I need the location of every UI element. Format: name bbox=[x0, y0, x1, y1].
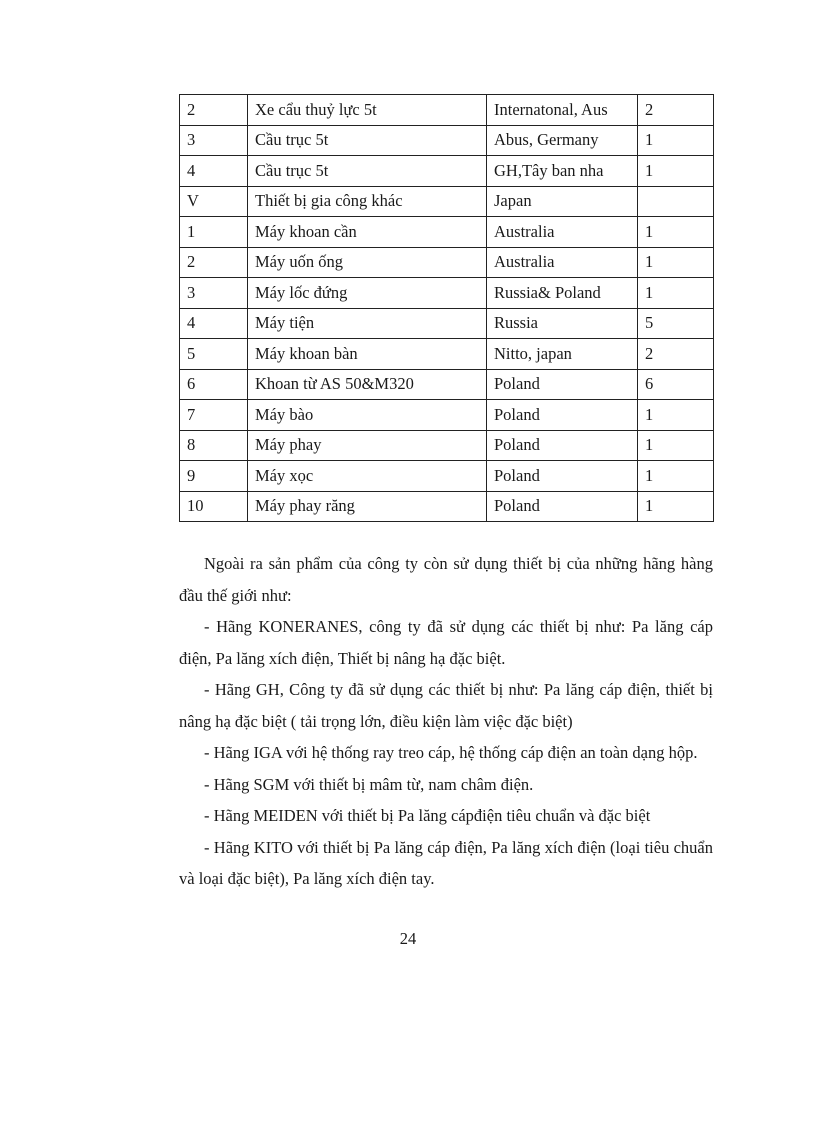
origin-cell: GH,Tây ban nha bbox=[487, 156, 638, 187]
equipment-name-cell: Máy tiện bbox=[248, 308, 487, 339]
row-number-cell: 8 bbox=[180, 430, 248, 461]
table-row bbox=[180, 247, 714, 278]
equipment-name-cell: Máy phay bbox=[248, 430, 487, 461]
row-number-cell: 6 bbox=[180, 369, 248, 400]
origin-cell: Poland bbox=[487, 369, 638, 400]
table-row bbox=[180, 217, 714, 248]
equipment-name-cell: Khoan từ AS 50&M320 bbox=[248, 369, 487, 400]
origin-cell: Russia bbox=[487, 308, 638, 339]
table-row bbox=[180, 125, 714, 156]
quantity-cell: 2 bbox=[638, 339, 714, 370]
equipment-name-cell: Máy xọc bbox=[248, 461, 487, 492]
equipment-name-cell: Máy bào bbox=[248, 400, 487, 431]
paragraph: - Hãng IGA với hệ thống ray treo cáp, hệ thống cáp điện an toàn dạng hộp. bbox=[204, 743, 698, 762]
equipment-name-cell: Máy khoan bàn bbox=[248, 339, 487, 370]
row-number-cell: 9 bbox=[180, 461, 248, 492]
quantity-cell: 1 bbox=[638, 491, 714, 522]
quantity-cell: 1 bbox=[638, 217, 714, 248]
origin-cell: Russia& Poland bbox=[487, 278, 638, 309]
row-number-cell: 4 bbox=[180, 308, 248, 339]
origin-cell: Australia bbox=[487, 217, 638, 248]
paragraph: - Hãng MEIDEN với thiết bị Pa lăng cápđiện tiêu chuẩn và đặc biệt bbox=[204, 806, 651, 825]
quantity-cell: 1 bbox=[638, 156, 714, 187]
quantity-cell: 1 bbox=[638, 430, 714, 461]
quantity-cell: 6 bbox=[638, 369, 714, 400]
paragraph: Ngoài ra sản phẩm của công ty còn sử dụng thiết bị của những hãng hàng đầu thế giới như: bbox=[179, 554, 713, 605]
row-number-cell: V bbox=[180, 186, 248, 217]
equipment-name-cell: Xe cẩu thuỷ lực 5t bbox=[248, 95, 487, 126]
body-text bbox=[179, 548, 713, 895]
equipment-table-body bbox=[180, 95, 714, 522]
quantity-cell: 1 bbox=[638, 461, 714, 492]
equipment-name-cell: Thiết bị gia công khác bbox=[248, 186, 487, 217]
row-number-cell: 2 bbox=[180, 95, 248, 126]
row-number-cell: 1 bbox=[180, 217, 248, 248]
row-number-cell: 4 bbox=[180, 156, 248, 187]
origin-cell: Australia bbox=[487, 247, 638, 278]
paragraph: - Hãng KONERANES, công ty đã sử dụng các thiết bị như: Pa lăng cáp điện, Pa lăng xích điện, Thiết bị nâng hạ đặc biệt. bbox=[179, 617, 713, 668]
origin-cell: Poland bbox=[487, 400, 638, 431]
table-row bbox=[180, 186, 714, 217]
equipment-name-cell: Máy uốn ống bbox=[248, 247, 487, 278]
equipment-name-cell: Máy phay răng bbox=[248, 491, 487, 522]
origin-cell: Nitto, japan bbox=[487, 339, 638, 370]
origin-cell: Poland bbox=[487, 491, 638, 522]
equipment-name-cell: Máy khoan cần bbox=[248, 217, 487, 248]
table-row bbox=[180, 461, 714, 492]
paragraph: - Hãng SGM với thiết bị mâm từ, nam châm điện. bbox=[204, 774, 534, 794]
table-row bbox=[180, 369, 714, 400]
row-number-cell: 10 bbox=[180, 491, 248, 522]
table-row bbox=[180, 339, 714, 370]
quantity-cell: 5 bbox=[638, 308, 714, 339]
table-row bbox=[180, 278, 714, 309]
equipment-name-cell: Cầu trục 5t bbox=[248, 156, 487, 187]
table-row bbox=[180, 308, 714, 339]
quantity-cell: 1 bbox=[638, 247, 714, 278]
quantity-cell: 1 bbox=[638, 278, 714, 309]
origin-cell: Abus, Germany bbox=[487, 125, 638, 156]
origin-cell: Poland bbox=[487, 461, 638, 492]
table-row bbox=[180, 156, 714, 187]
paragraph: - Hãng GH, Công ty đã sử dụng các thiết bị như: Pa lăng cáp điện, thiết bị nâng hạ đặc biệt ( tải trọng lớn, điều kiện làm việc đặc biệt) bbox=[179, 680, 713, 731]
quantity-cell: 2 bbox=[638, 95, 714, 126]
row-number-cell: 7 bbox=[180, 400, 248, 431]
origin-cell: Poland bbox=[487, 430, 638, 461]
table-row bbox=[180, 491, 714, 522]
equipment-name-cell: Máy lốc đứng bbox=[248, 278, 487, 309]
row-number-cell: 3 bbox=[180, 278, 248, 309]
paragraph: - Hãng KITO với thiết bị Pa lăng cáp điện, Pa lăng xích điện (loại tiêu chuẩn và loại đặc biệt), Pa lăng xích điện tay. bbox=[179, 837, 713, 888]
origin-cell: Internatonal, Aus bbox=[487, 95, 638, 126]
quantity-cell bbox=[638, 186, 714, 217]
origin-cell: Japan bbox=[487, 186, 638, 217]
row-number-cell: 3 bbox=[180, 125, 248, 156]
page-number: 24 bbox=[399, 929, 417, 948]
table-row bbox=[180, 95, 714, 126]
quantity-cell: 1 bbox=[638, 400, 714, 431]
table-row bbox=[180, 430, 714, 461]
table-row bbox=[180, 400, 714, 431]
row-number-cell: 2 bbox=[180, 247, 248, 278]
equipment-name-cell: Cầu trục 5t bbox=[248, 125, 487, 156]
quantity-cell: 1 bbox=[638, 125, 714, 156]
equipment-table bbox=[179, 94, 714, 522]
row-number-cell: 5 bbox=[180, 339, 248, 370]
